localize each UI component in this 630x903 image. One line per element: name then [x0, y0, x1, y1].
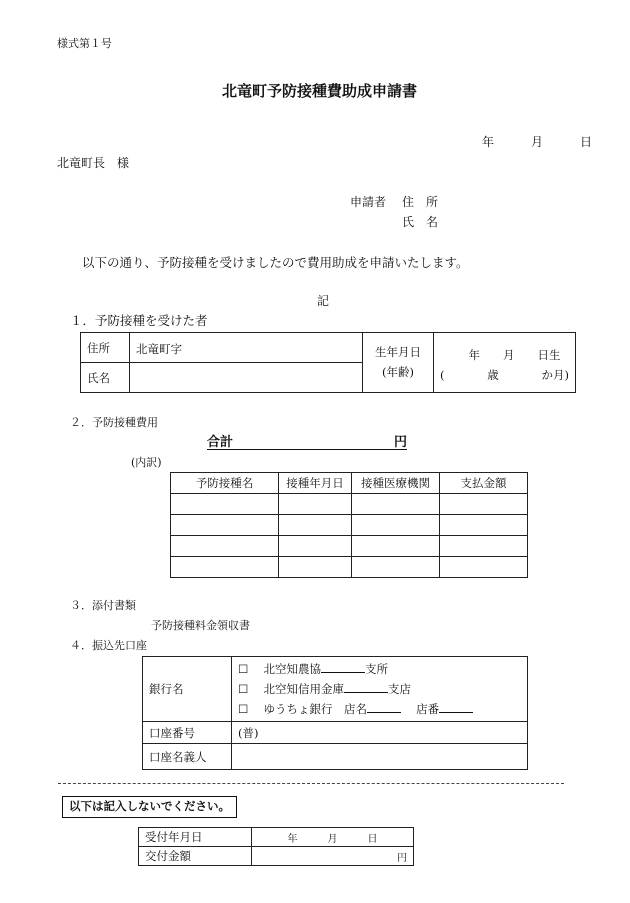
store-number-blank[interactable]: [439, 712, 473, 713]
checkbox-icon[interactable]: ☐: [238, 662, 249, 676]
section1-heading: １．予防接種を受けた者: [70, 313, 208, 328]
address-label: 住所: [81, 333, 130, 363]
store-name-blank[interactable]: [367, 712, 401, 713]
branch-blank[interactable]: [321, 672, 365, 673]
page-title: 北竜町予防接種費助成申請書: [222, 82, 418, 100]
cell[interactable]: [440, 494, 528, 515]
grant-amount-label: 交付金額: [139, 847, 252, 866]
col-amount: 支払金額: [440, 473, 528, 494]
bank-option-yucho[interactable]: [238, 699, 521, 719]
account-number-label: 口座番号: [143, 722, 232, 744]
name-label: 氏名: [81, 363, 130, 393]
checkbox-icon[interactable]: ☐: [238, 682, 249, 696]
attachment-item: 予防接種料金領収書: [151, 619, 250, 632]
office-use-notice: 以下は記入しないでください。: [62, 796, 237, 818]
dob-label-cell: [363, 333, 434, 393]
section4-heading: ４．振込先口座: [70, 639, 147, 652]
bank-options: [232, 657, 528, 722]
date-day: 日: [580, 135, 593, 149]
cell[interactable]: [171, 536, 279, 557]
form-number: 様式第１号: [57, 37, 112, 50]
date-year: 年: [482, 135, 495, 149]
total-field[interactable]: [207, 436, 407, 450]
cell[interactable]: [171, 494, 279, 515]
name-field[interactable]: [130, 363, 363, 393]
address-field[interactable]: 北竜町字: [130, 333, 363, 363]
cell[interactable]: [279, 515, 352, 536]
bank-name-label: 銀行名: [143, 657, 232, 722]
age-months: か月): [541, 367, 569, 382]
branch-blank[interactable]: [344, 692, 388, 693]
table-row: [171, 557, 528, 578]
total-line: [207, 436, 407, 450]
addressee: 北竜町長 様: [57, 156, 130, 170]
cell[interactable]: [440, 557, 528, 578]
bank-option-nokyo[interactable]: [238, 659, 521, 679]
store-number-label: 店番: [416, 702, 440, 716]
col-vaccine-name: 予防接種名: [171, 473, 279, 494]
cell[interactable]: [171, 557, 279, 578]
cell[interactable]: [352, 536, 440, 557]
cell[interactable]: [352, 557, 440, 578]
table-row: [171, 515, 528, 536]
cost-breakdown-table: [170, 472, 528, 578]
breakdown-label: (内訳): [131, 456, 162, 469]
body-text: 以下の通り、予防接種を受けましたので費用助成を申請いたします。: [82, 255, 469, 270]
cell[interactable]: [352, 494, 440, 515]
option-suffix: 支所: [364, 662, 388, 676]
cell[interactable]: [279, 494, 352, 515]
age-label: (年齢): [382, 364, 414, 379]
cell[interactable]: [440, 515, 528, 536]
cell[interactable]: [279, 536, 352, 557]
cut-line: [58, 783, 564, 784]
option-name: 北空知農協: [263, 662, 321, 676]
cell[interactable]: [171, 515, 279, 536]
bank-table: [142, 656, 528, 770]
total-label: 合計: [207, 435, 234, 450]
cost-table-header: [171, 473, 528, 494]
col-clinic: 接種医療機関: [352, 473, 440, 494]
dob-label: 生年月日: [375, 344, 421, 359]
col-date: 接種年月日: [279, 473, 352, 494]
option-suffix: 支店: [387, 682, 411, 696]
checkbox-icon[interactable]: ☐: [238, 702, 249, 716]
applicant-label: 申請者: [350, 195, 387, 209]
office-use-table: [138, 827, 414, 866]
bank-option-shinkin[interactable]: [238, 679, 521, 699]
received-date-field[interactable]: 年 月 日: [252, 828, 414, 847]
cell[interactable]: [279, 557, 352, 578]
received-date-label: 受付年月日: [139, 828, 252, 847]
age-sai: 歳: [487, 367, 499, 382]
recipient-table: [80, 332, 576, 393]
total-unit: 円: [393, 435, 407, 450]
section3-heading: ３．添付書類: [70, 599, 136, 612]
age-open: (: [440, 367, 445, 382]
applicant-name-label: 氏 名: [402, 215, 439, 229]
grant-amount-field[interactable]: 円: [252, 847, 414, 866]
ki-label: 記: [317, 294, 330, 308]
table-row: [171, 536, 528, 557]
applicant-address-label: 住 所: [402, 195, 439, 209]
section2-heading: ２．予防接種費用: [70, 416, 158, 429]
option-name: ゆうちょ銀行 店名: [263, 702, 367, 716]
account-number-field[interactable]: (普): [232, 722, 528, 744]
cell[interactable]: [440, 536, 528, 557]
option-name: 北空知信用金庫: [263, 682, 344, 696]
dob-field[interactable]: [434, 333, 576, 393]
account-holder-field[interactable]: [232, 744, 528, 770]
date-month: 月: [531, 135, 544, 149]
account-holder-label: 口座名義人: [143, 744, 232, 770]
dob-line: 年 月 日生: [468, 347, 561, 362]
cell[interactable]: [352, 515, 440, 536]
table-row: [171, 494, 528, 515]
